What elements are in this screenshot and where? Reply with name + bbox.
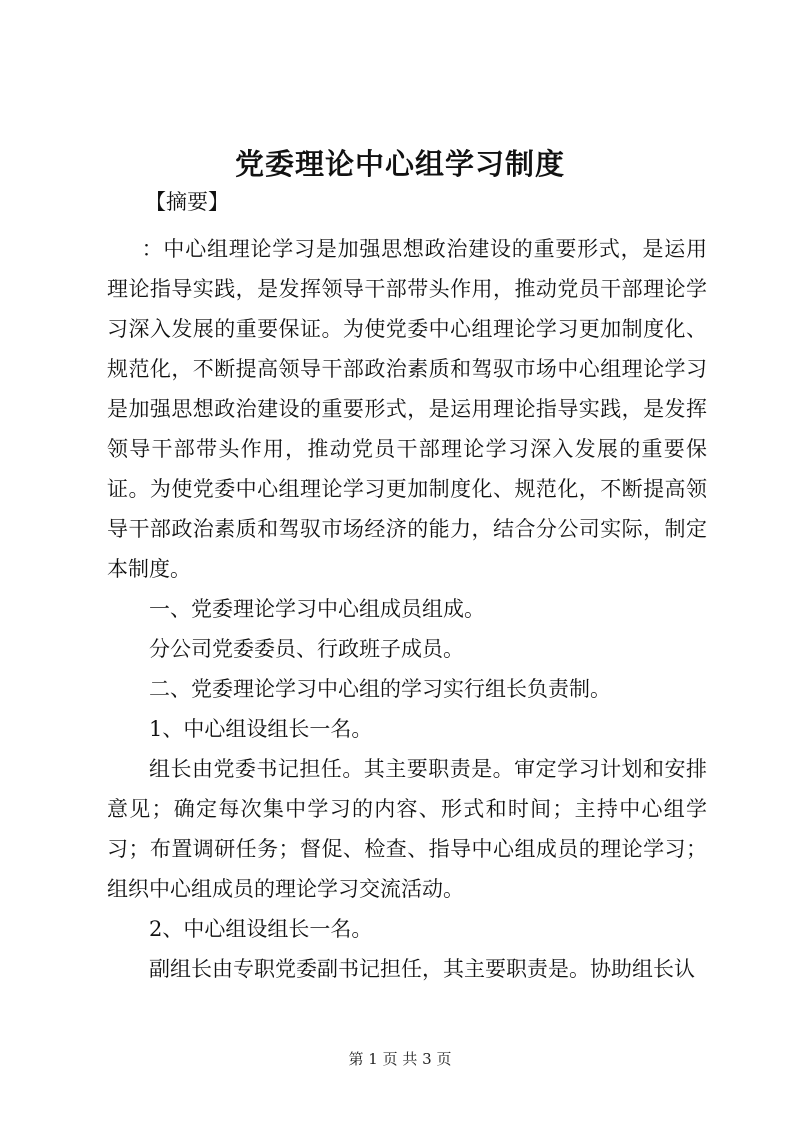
page-footer: 第 1 页 共 3 页 <box>348 1050 452 1068</box>
abstract-label: 【摘要】 <box>145 190 229 214</box>
paragraph: 副组长由专职党委副书记担任，其主要职责是。协助组长认 <box>149 957 695 981</box>
paragraph: 2、中心组设组长一名。 <box>149 917 373 941</box>
document-title: 党委理论中心组学习制度 <box>234 147 565 181</box>
paragraph: ：中心组理论学习是加强思想政治建设的重要形式，是运用理论指导实践，是发挥领导干部带头作用，推动党员干部理论学习深入发展的重要保证。为使党委中心组理论学习更加制度化、规范化，不断提高领导干部政治素质和驾驭市场中心组理论学习是加强思想政治建设的重要形式，是运用理论指导实践，是发挥领导干部带头作用，推动党员干部理论学习深入发展的重要保证。为使党委中心组理论学习更加制度化、规范化，不断提高领导干部政治素质和驾驭市场经济的能力，结合分公司实际，制定本制度。 <box>107 237 707 581</box>
paragraph: 1、中心组设组长一名。 <box>149 717 373 741</box>
paragraph: 分公司党委委员、行政班子成员。 <box>149 637 464 661</box>
paragraph: 组长由党委书记担任。其主要职责是。审定学习计划和安排意见；确定每次集中学习的内容、形式和时间；主持中心组学习；布置调研任务；督促、检查、指导中心组成员的理论学习；组织中心组成员的理论学习交流活动。 <box>107 757 707 901</box>
paragraph: 一、党委理论学习中心组成员组成。 <box>149 597 485 621</box>
paragraph: 二、党委理论学习中心组的学习实行组长负责制。 <box>149 677 611 701</box>
document-body <box>107 229 707 989</box>
